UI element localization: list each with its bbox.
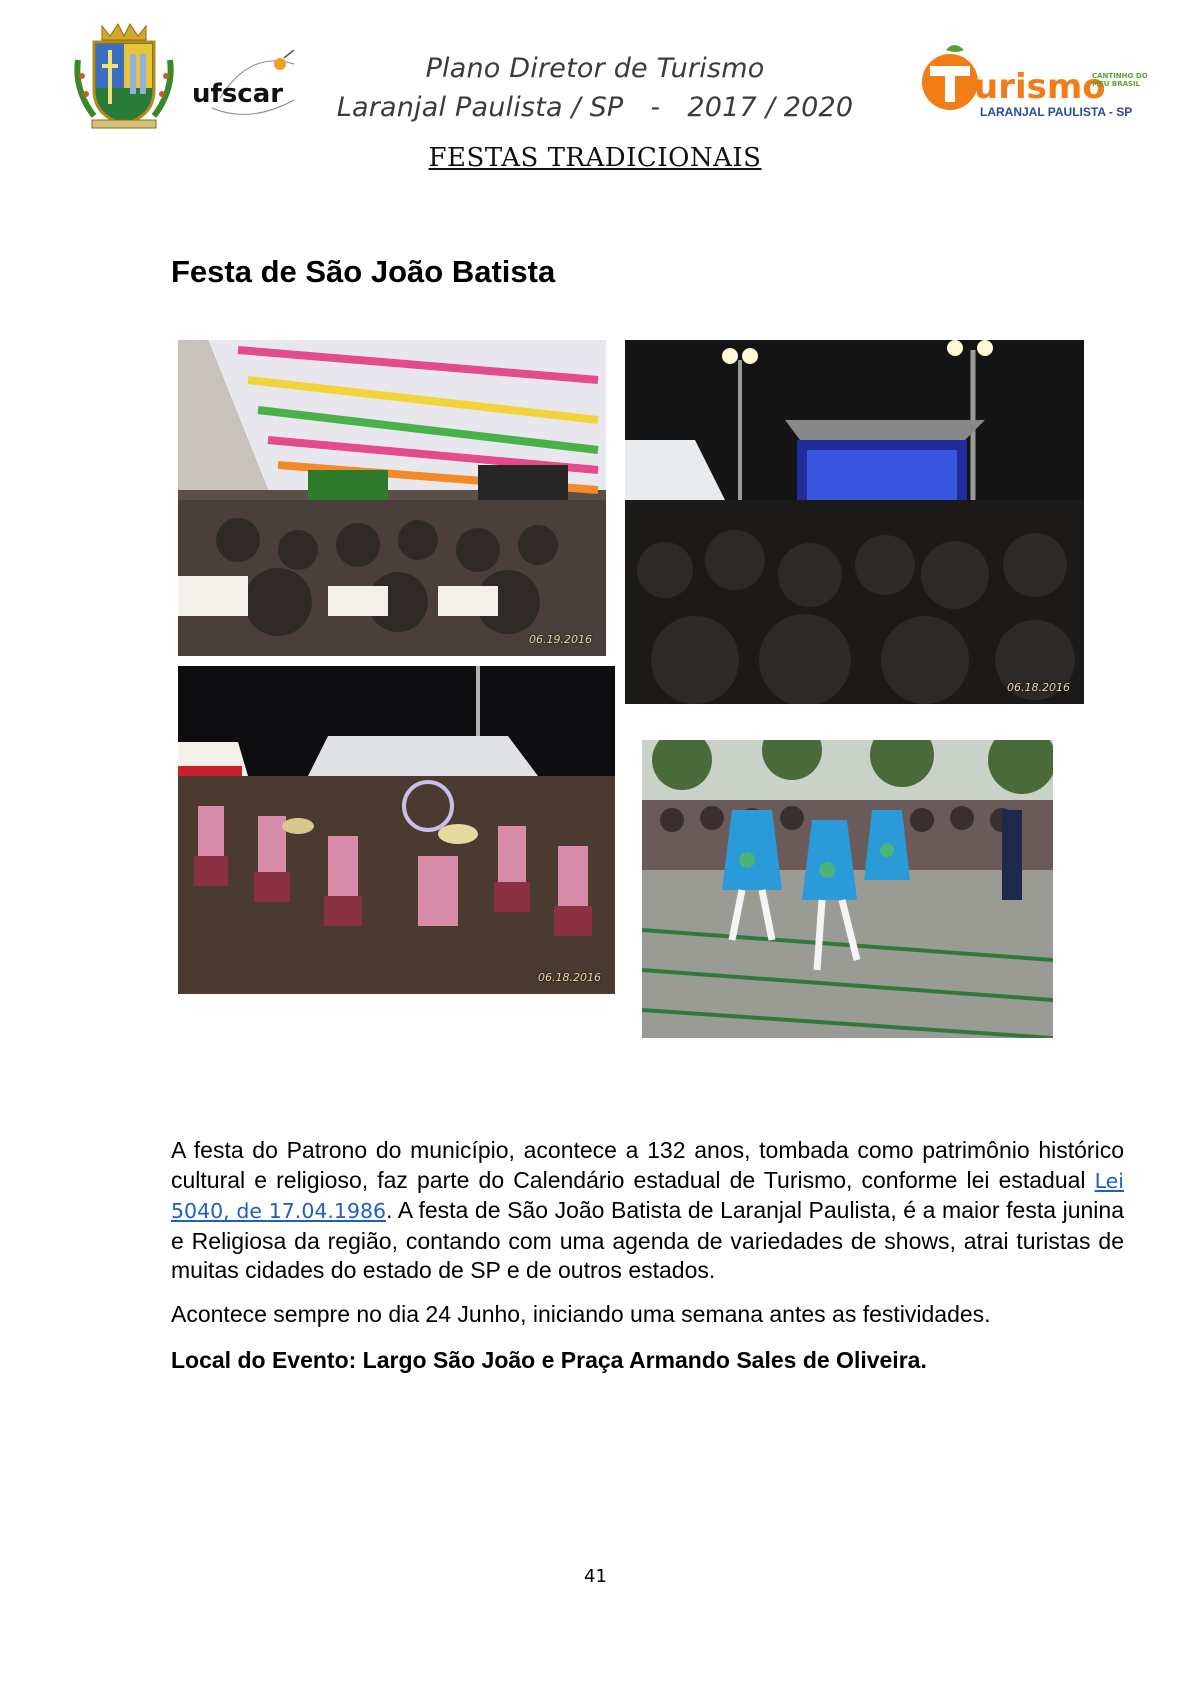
law-link[interactable]: Lei 5040, de 17.04.1986 <box>171 1168 1124 1223</box>
photo-children-dance <box>642 740 1053 1038</box>
city-label: Laranjal Paulista / SP <box>336 92 624 123</box>
description-text-start: A festa do Patrono do município, acontece a 132 anos, tombada como patrimônio histórico cultural e religioso, faz parte do Calendário estadual de Turismo, conforme lei estadual <box>171 1137 1124 1193</box>
photo-tent-crowd <box>178 340 606 656</box>
photo-quadrilha-dance <box>178 666 615 994</box>
page-heading: Festa de São João Batista <box>171 254 556 289</box>
event-location: Local do Evento: Largo São João e Praça Armando Sales de Oliveira. <box>171 1347 927 1373</box>
photo-date-stamp: 06.19.2016 <box>529 633 592 646</box>
turismo-logo-subtitle: LARANJAL PAULISTA - SP <box>980 105 1133 119</box>
description-text-end: . A festa de São João Batista de Laranjal Paulista, é a maior festa junina e Religiosa da região, contando com uma agenda de variedades de shows, atrai turistas de muitas cidades do estado de SP e de outros estados. <box>171 1197 1124 1283</box>
ufscar-logo <box>190 50 300 126</box>
turismo-logo-side-text: CANTINHO DO MEU BRASIL <box>1092 72 1148 88</box>
photo-date-stamp: 06.18.2016 <box>538 971 601 984</box>
date-paragraph: Acontece sempre no dia 24 Junho, iniciando uma semana antes as festividades. <box>171 1301 991 1327</box>
section-heading: FESTAS TRADICIONAIS <box>428 143 762 173</box>
document-subtitle <box>300 92 890 123</box>
photo-date-stamp: 06.18.2016 <box>1007 681 1070 694</box>
description-paragraph <box>171 1136 1124 1286</box>
turismo-logo <box>918 42 1148 120</box>
municipal-crest-logo <box>72 20 176 132</box>
period-label: 2017 / 2020 <box>687 92 854 123</box>
ufscar-logo-text: ufscar <box>192 79 284 109</box>
turismo-logo-word: urismo <box>974 67 1106 107</box>
title-separator: - <box>650 92 661 123</box>
page-number: 41 <box>584 1566 607 1587</box>
photo-stage-concert <box>625 340 1084 704</box>
document-title: Plano Diretor de Turismo <box>425 53 765 84</box>
